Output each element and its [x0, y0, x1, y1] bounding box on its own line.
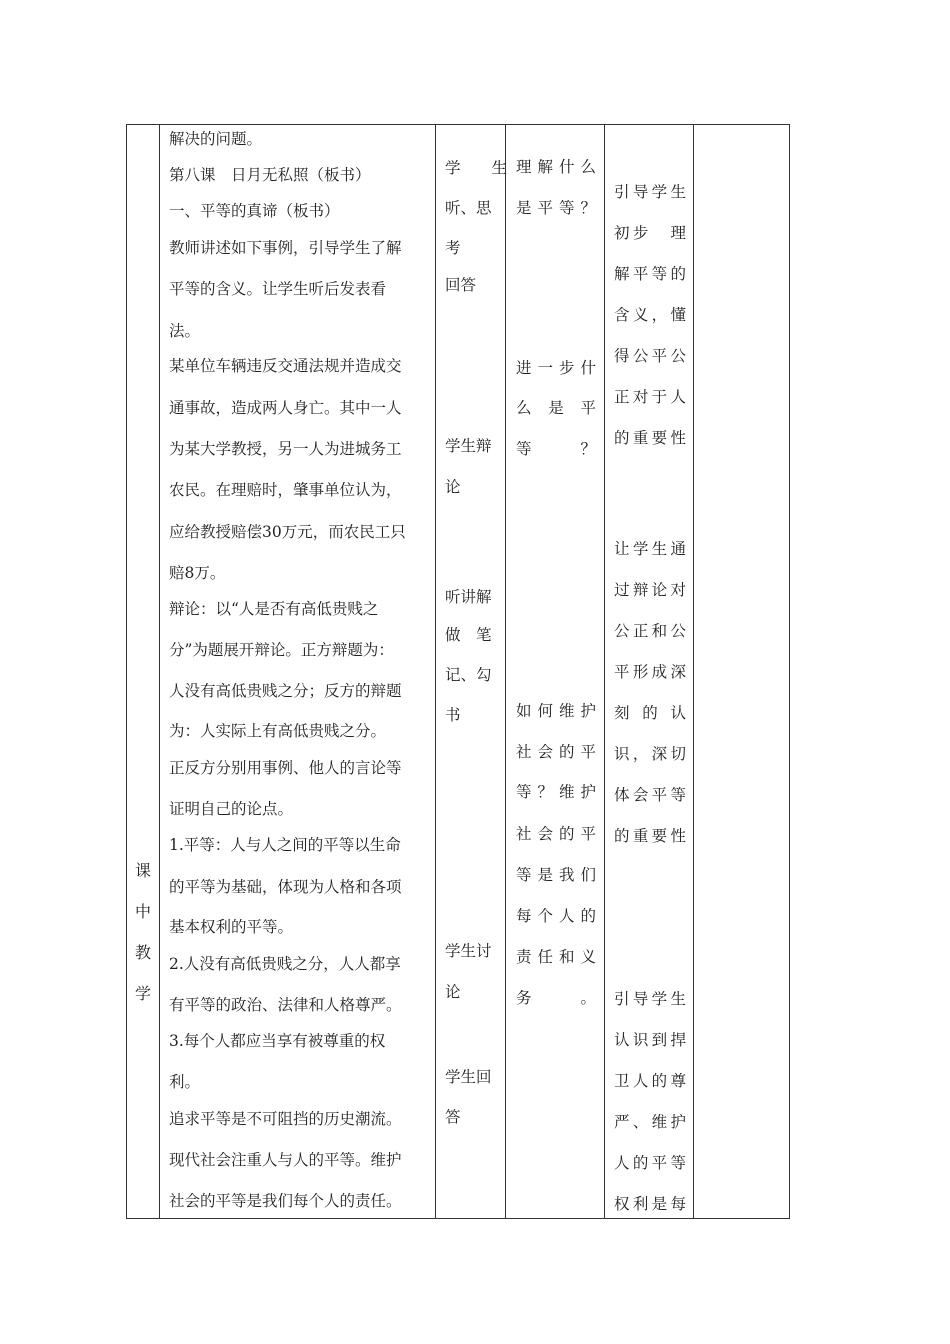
- content-line: 农民。在理赔时，肇事单位认为，: [169, 481, 402, 499]
- student-activity-line: 回答: [445, 276, 477, 294]
- content-line: 基本权利的平等。: [169, 918, 294, 936]
- intent-line: 权利是每: [614, 1195, 686, 1213]
- content-line: 为：人实际上有高低贵贱之分。: [169, 722, 387, 740]
- content-line: 人没有高低贵贱之分；反方的辩题: [169, 682, 402, 700]
- content-line: 2.人没有高低贵贱之分，人人都享: [169, 955, 401, 973]
- content-line: 通事故，造成两人身亡。其中一人: [169, 399, 402, 417]
- student-activity-line: 学生讨: [445, 942, 492, 960]
- question-line: 么 是 平: [516, 399, 596, 417]
- content-line: 为某大学教授，另一人为进城务工: [169, 440, 402, 458]
- intent-line: 刻的认: [614, 704, 686, 722]
- intent-line: 的重要性: [614, 429, 686, 447]
- content-line: 赔8万。: [169, 564, 226, 582]
- content-line: 第八课 日月无私照（板书）: [169, 166, 371, 184]
- student-activity-line: 论: [445, 478, 461, 496]
- question-line: 进一步什: [516, 359, 596, 377]
- content-line: 法。: [169, 322, 201, 340]
- question-line: 等是我们: [516, 866, 596, 884]
- content-line: 辩论：以“人是否有高低贵贱之: [169, 600, 379, 618]
- intent-line: 得公平公: [614, 347, 686, 365]
- intent-line: 认识到捍: [614, 1031, 686, 1049]
- intent-line: 体会平等: [614, 786, 686, 804]
- content-line: 一、平等的真谛（板书）: [169, 202, 340, 220]
- content-line: 正反方分别用事例、他人的言论等: [169, 759, 402, 777]
- intent-line: 人的平等: [614, 1154, 686, 1172]
- student-activity-line: 听、思: [445, 199, 492, 217]
- content-line: 解决的问题。: [169, 130, 263, 148]
- intent-line: 含义，懂: [614, 306, 686, 324]
- question-line: 等？维护: [516, 783, 596, 801]
- content-line: 某单位车辆违反交通法规并造成交: [169, 357, 402, 375]
- stage-column: [127, 125, 159, 1218]
- question-line: 每个人的: [516, 907, 596, 925]
- question-line: 务。: [516, 989, 596, 1007]
- question-line: 责任和义: [516, 948, 596, 966]
- intent-line: 的重要性: [614, 827, 686, 845]
- content-line: 1.平等：人与人之间的平等以生命: [169, 836, 401, 854]
- intent-line: 正对于人: [614, 388, 686, 406]
- content-line: 教师讲述如下事例，引导学生了解: [169, 239, 402, 257]
- notes-column: [694, 125, 789, 1218]
- intent-line: 引导学生: [614, 183, 686, 201]
- intent-line: 平形成深: [614, 663, 686, 681]
- content-line: 有平等的政治、法律和人格尊严。: [169, 996, 402, 1014]
- question-column: [506, 125, 604, 1218]
- lesson-plan-table: [126, 124, 790, 1219]
- content-line: 证明自己的论点。: [169, 800, 294, 818]
- intent-line: 过辩论对: [614, 581, 686, 599]
- student-activity-column: [436, 125, 508, 1218]
- intent-line: 卫人的尊: [614, 1072, 686, 1090]
- intent-line: 引导学生: [614, 990, 686, 1008]
- content-line: 社会的平等是我们每个人的责任。: [169, 1192, 402, 1210]
- question-line: 社会的平: [516, 743, 596, 761]
- content-line: 平等的含义。让学生听后发表看: [169, 280, 387, 298]
- intent-line: 让学生通: [614, 540, 686, 558]
- student-activity-line: 学生回: [445, 1068, 492, 1086]
- stage-label-char: 中: [134, 902, 151, 921]
- intent-line: 严、维护: [614, 1113, 686, 1131]
- question-line: 社会的平: [516, 825, 596, 843]
- design-intent-column: [605, 125, 693, 1218]
- student-activity-line: 书: [445, 706, 461, 724]
- content-line: 分”为题展开辩论。正方辩题为：: [169, 641, 394, 659]
- student-activity-line: 学生辩: [445, 437, 492, 455]
- content-line: 利。: [169, 1073, 201, 1091]
- content-line: 应给教授赔偿30万元，而农民工只: [169, 523, 406, 541]
- intent-line: 公正和公: [614, 622, 686, 640]
- content-line: 3.每个人都应当享有被尊重的权: [169, 1032, 386, 1050]
- intent-line: 解平等的: [614, 265, 686, 283]
- student-activity-line: 答: [445, 1108, 461, 1126]
- stage-label-char: 课: [134, 861, 151, 880]
- student-activity-line: 听讲解: [445, 588, 492, 606]
- student-activity-line: 学 生: [445, 159, 508, 177]
- student-activity-line: 考: [445, 239, 461, 257]
- content-line: 现代社会注重人与人的平等。维护: [169, 1151, 402, 1169]
- intent-line: 初步 理: [614, 224, 686, 242]
- student-activity-line: 记、勾: [445, 666, 492, 684]
- question-line: 如何维护: [516, 702, 596, 720]
- student-activity-line: 论: [445, 983, 461, 1001]
- intent-line: 识，深切: [614, 745, 686, 763]
- student-activity-line: 做 笔: [445, 626, 492, 644]
- stage-label-char: 教: [134, 943, 151, 962]
- stage-label-char: 学: [134, 984, 151, 1003]
- question-line: 是平等？: [516, 199, 596, 217]
- question-line: 等？: [516, 440, 596, 458]
- question-line: 理解什么: [516, 158, 596, 176]
- content-line: 的平等为基础，体现为人格和各项: [169, 878, 402, 896]
- teaching-content-column: [160, 125, 435, 1218]
- content-line: 追求平等是不可阻挡的历史潮流。: [169, 1110, 402, 1128]
